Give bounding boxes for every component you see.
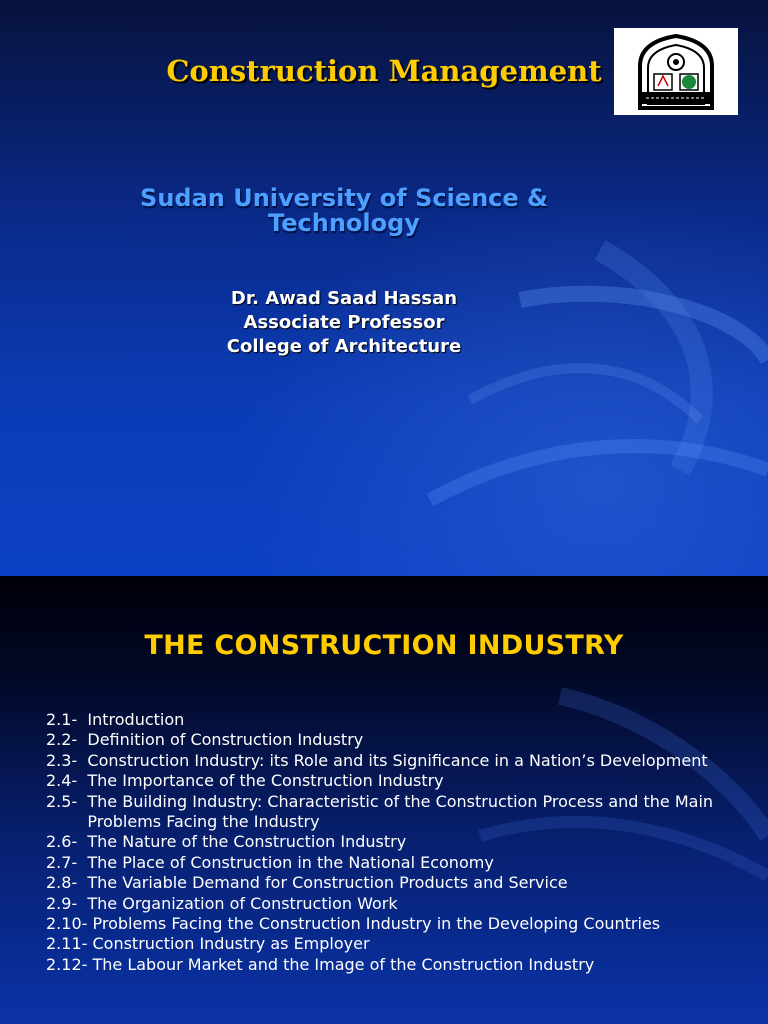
- university-name: [0, 186, 688, 236]
- item-text: Introduction: [87, 710, 185, 729]
- item-number: 2.10-: [46, 914, 93, 934]
- item-text: The Importance of the Construction Industry: [87, 771, 444, 791]
- item-number: 2.8-: [46, 873, 88, 893]
- list-item: [46, 894, 746, 914]
- list-item: [46, 730, 746, 750]
- item-text: Definition of Construction Industry: [87, 730, 364, 750]
- presentation-title: Construction Management: [166, 54, 602, 88]
- item-text: The Nature of the Construction Industry: [87, 832, 407, 852]
- item-text: Problems Facing the Construction Industry in the Developing Countries: [92, 914, 661, 934]
- list-item: [46, 955, 746, 975]
- list-item: [46, 792, 746, 833]
- item-number: 2.3-: [46, 750, 88, 770]
- item-text: The Organization of Construction Work: [87, 893, 398, 913]
- list-item: [46, 751, 746, 771]
- item-number: 2.1-: [46, 710, 88, 729]
- item-text: Construction Industry: its Role and its Significance in a Nation’s Development: [87, 750, 708, 770]
- author-block: [0, 287, 688, 359]
- item-number: 2.2-: [46, 730, 88, 750]
- author-college: College of Architecture: [226, 336, 462, 357]
- university-logo: [614, 28, 738, 115]
- item-text: The Variable Demand for Construction Products and Service: [87, 873, 568, 893]
- section-title: THE CONSTRUCTION INDUSTRY: [144, 630, 624, 661]
- university-name-line-1: Sudan University of Science &: [140, 184, 548, 212]
- list-item: [46, 710, 746, 730]
- item-number: 2.11-: [46, 934, 93, 954]
- contents-list: [46, 710, 746, 975]
- list-item: [46, 934, 746, 954]
- item-number: 2.7-: [46, 852, 88, 872]
- item-number: 2.5-: [46, 791, 88, 811]
- item-text: The Labour Market and the Image of the Construction Industry: [92, 954, 595, 974]
- author-position: Associate Professor: [243, 312, 445, 333]
- university-crest-icon: [614, 28, 738, 115]
- item-text: The Building Industry: Characteristic of the Construction Process and the Main Problems Facing the Industry: [87, 791, 714, 832]
- item-text: Construction Industry as Employer: [92, 934, 370, 954]
- list-item: [46, 853, 746, 873]
- list-item: [46, 873, 746, 893]
- list-item: [46, 832, 746, 852]
- item-number: 2.12-: [46, 954, 93, 974]
- item-number: 2.9-: [46, 893, 88, 913]
- university-name-line-2: Technology: [268, 209, 420, 237]
- item-text: The Place of Construction in the National Economy: [87, 852, 494, 872]
- list-item: [46, 771, 746, 791]
- item-number: 2.4-: [46, 771, 88, 791]
- item-number: 2.6-: [46, 832, 88, 852]
- author-name: Dr. Awad Saad Hassan: [230, 288, 458, 309]
- list-item: [46, 914, 746, 934]
